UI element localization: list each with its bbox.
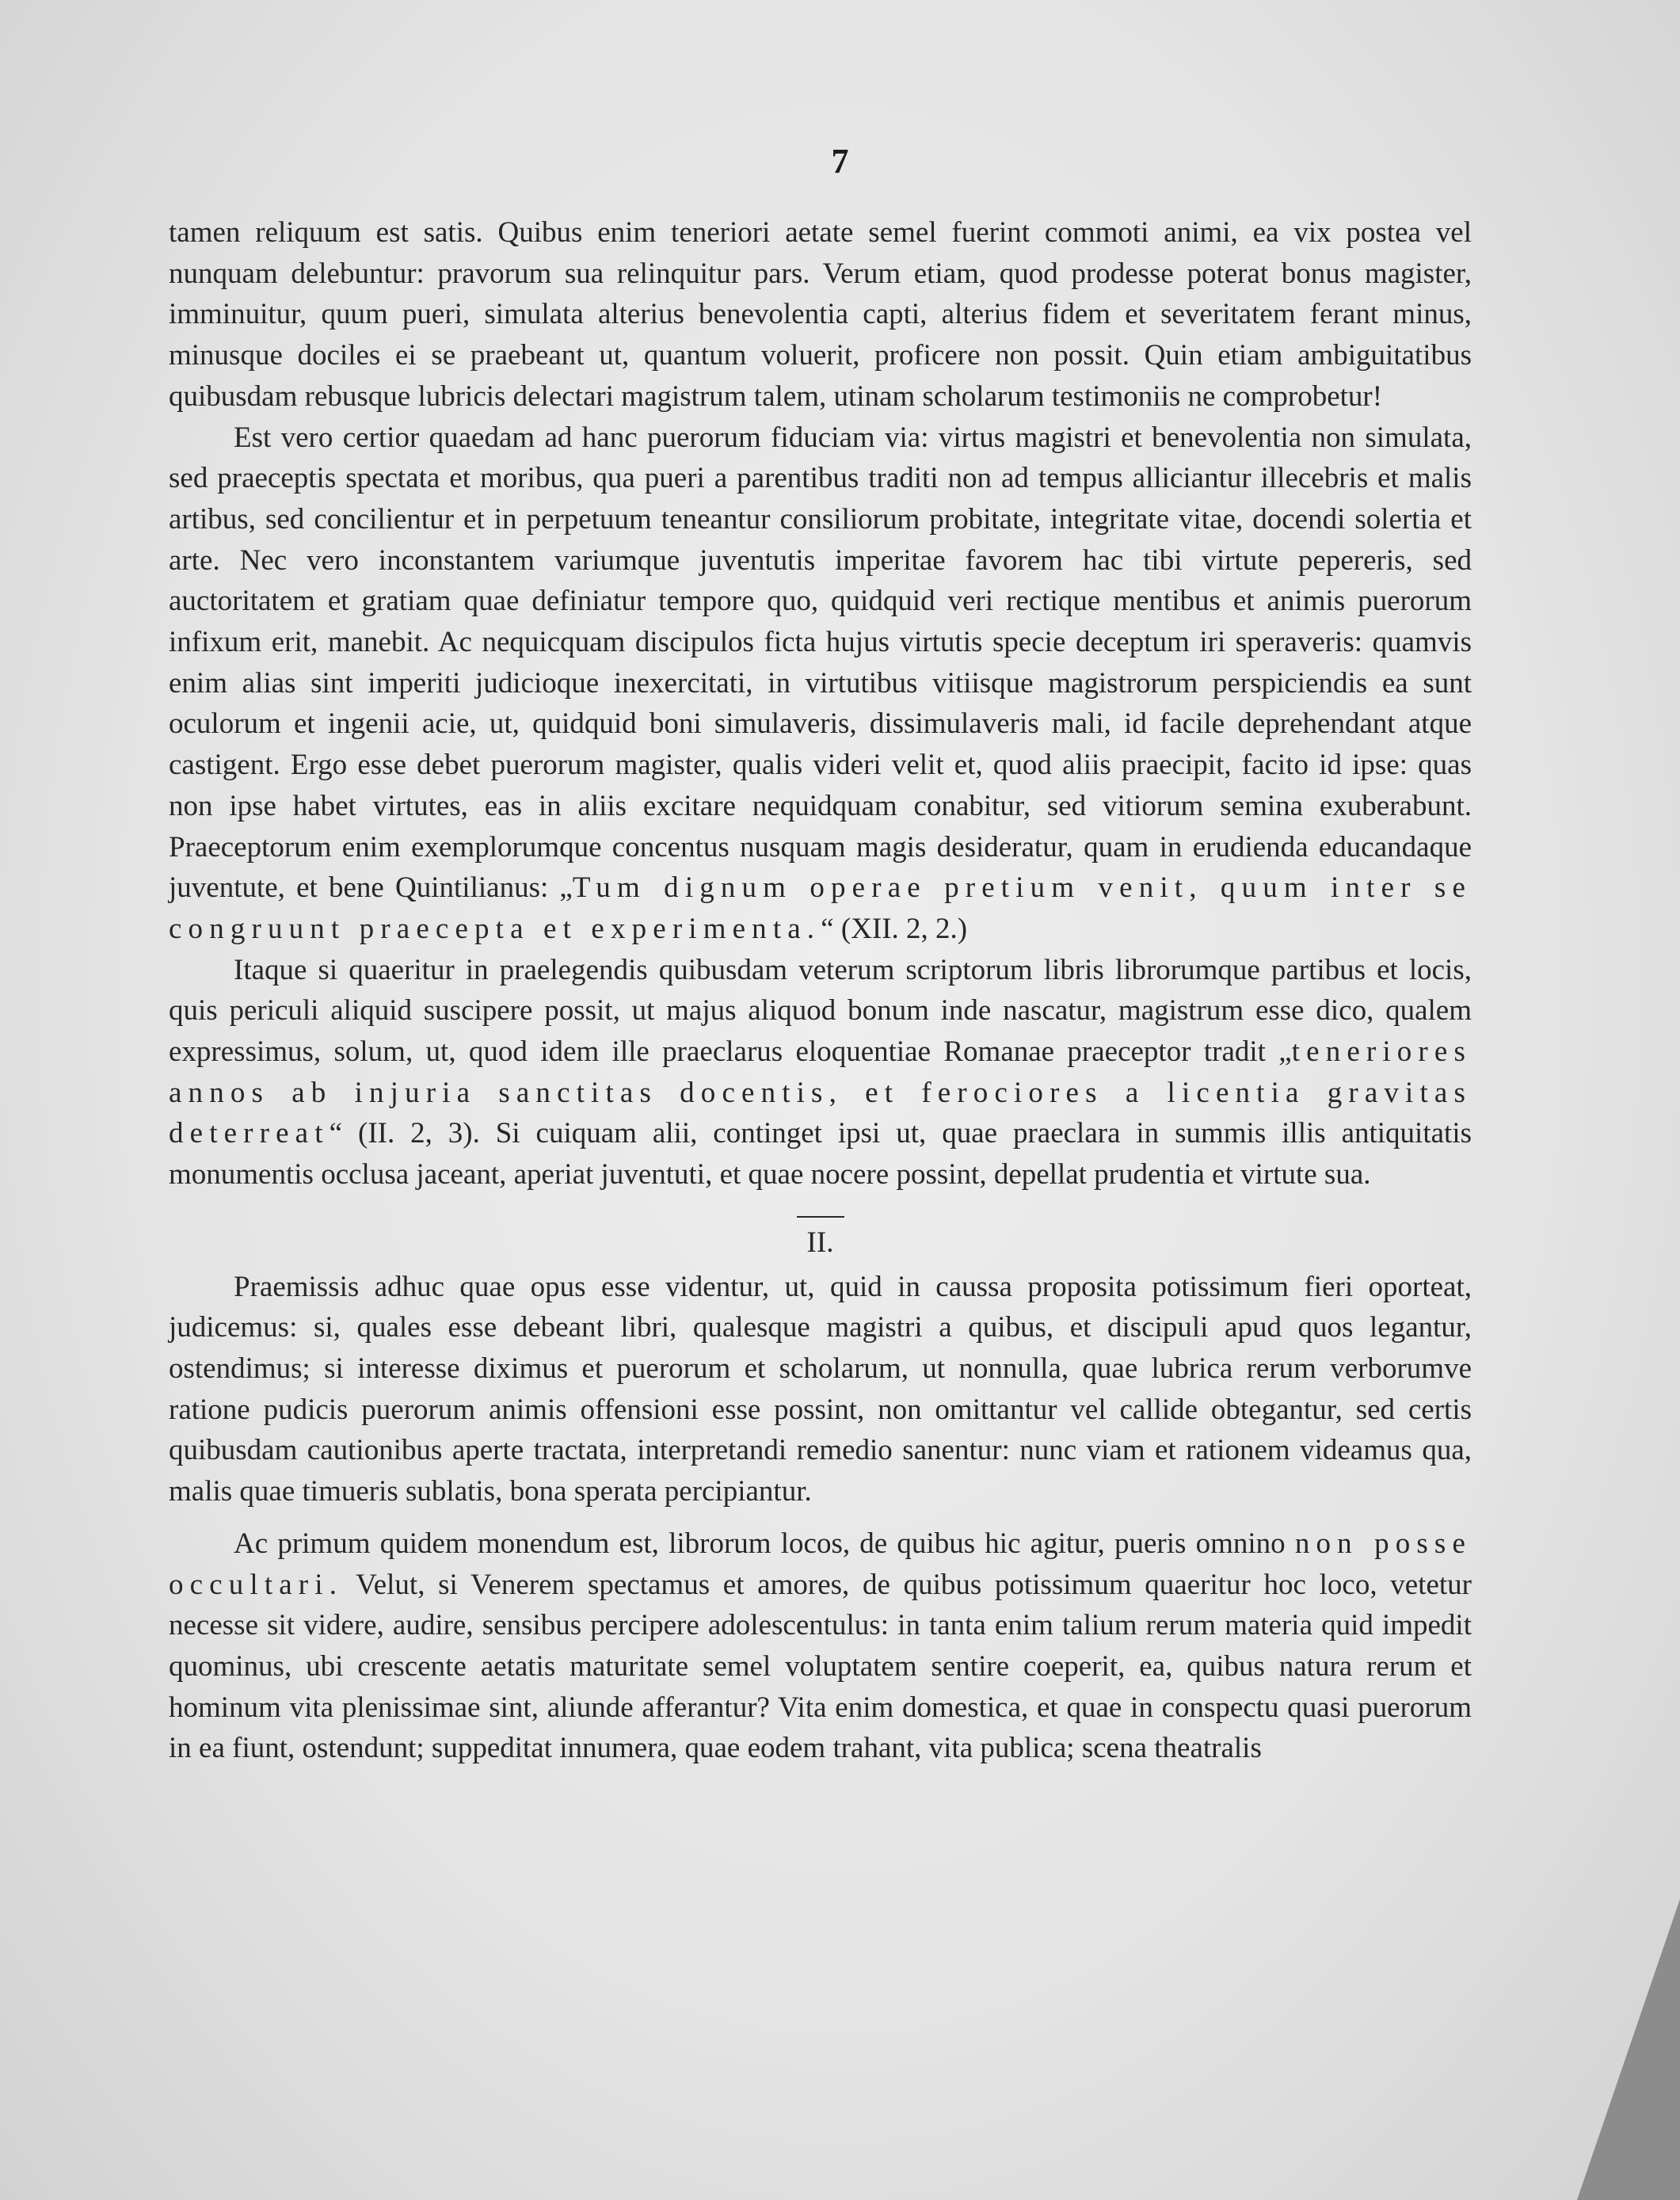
paragraph-text: Itaque si quaeritur in praelegendis quibusdam veterum scriptorum libris librorumque partibus et locis, quis periculi aliquid suscipere possit, ut majus aliquod bonum inde nascatur, magistrum esse dico, qualem expressimus, solum, ut, quod idem ille praeclarus eloquentiae Romanae praeceptor tradit „ [169, 953, 1472, 1069]
paragraph-text: “ (II. 2, 3). Si cuiquam alii, continget ipsi ut, quae praeclara in summis illis antiquitatis monumentis occlusa jaceant, aperiat juventuti, et quae nocere possint, depellat prudentia et virtute sua. [169, 1117, 1472, 1192]
spaced-quotation: teneriores annos ab injuria sanctitas docentis, et ferociores a licentia gravitas deterreat [169, 1035, 1472, 1150]
paragraph-text: Est vero certior quaedam ad hanc puerorum fiduciam via: virtus magistri et benevolentia non simulata, sed praeceptis spectata et moribus, qua pueri a parentibus traditi non ad tempus alliciantur illecebris et malis artibus, sed concilientur et in perpetuum teneantur consiliorum probitate, integritate vitae, docendi solertia et arte. Nec vero inconstantem variumque juventutis imperitae favorem hac tibi virtute pepereris, sed auctoritatem et gratiam quae definiatur tempore quo, quidquid veri rectique mentibus et animis puerorum infixum erit, manebit. Ac nequicquam discipulos ficta hujus virtutis specie deceptum iri speraveris: quamvis enim alias sint imperiti judicioque inexercitati, in virtutibus vitiisque magistrorum perspiciendis ea sunt oculorum et ingenii acie, ut, quidquid boni simulaveris, dissimulaveris mali, id facile deprehendant atque castigent. Ergo esse debet puerorum magister, qualis videri velit et, quod aliis praecipit, facito id ipse: quas non ipse habet virtutes, eas in aliis excitare nequidquam conabitur, sed vitiorum semina exuberabunt. Praeceptorum enim exemplorumque concentus nusquam magis desideratur, quam in erudienda educandaque juventute, et bene Quintilianus: „ [169, 421, 1472, 905]
page-corner-shadow [1577, 1899, 1680, 2200]
spaced-emphasis: non posse occultari. [169, 1527, 1472, 1601]
paragraph [169, 1523, 1472, 1769]
citation: “ (XII. 2, 2.) [821, 912, 968, 945]
paragraph-gap [169, 1512, 1472, 1523]
paragraph-text: Praemissis adhuc quae opus esse videntur, ut, quid in caussa proposita potissimum fieri oporteat, judicemus: si, quales esse debeant libri, qualesque magistri a quibus, et discipuli apud quos legantur, ostendimus; si interesse diximus et puerorum et scholarum, ut nonnulla, quae lubrica rerum verborumve ratione pudicis puerorum animis offensioni esse possint, non omittantur vel callide obtegantur, sed certis quibusdam cautionibus aperte tractata, interpretandi remedio sanentur: nunc viam et rationem videamus qua, malis quae timueris sublatis, bona sperata percipiantur. [169, 1270, 1472, 1508]
section-divider [797, 1216, 844, 1218]
paragraph [169, 1267, 1472, 1512]
paragraph [169, 418, 1472, 950]
paragraph-text: Ac primum quidem monendum est, librorum locos, de quibus hic agitur, pueris omnino [234, 1527, 1295, 1560]
paragraph [169, 212, 1472, 418]
section-heading: II. [806, 1226, 834, 1259]
paragraph-text: Velut, si Venerem spectamus et amores, de quibus potissimum quaeritur hoc loco, vetetur necesse sit videre, audire, sensibus percipere adolescentulus: in tanta enim talium rerum materia quid impedit quominus, ubi crescente aetatis maturitate semel voluptatem sentire coeperit, ea, quibus natura rerum et hominum vita plenissimae sint, aliunde afferantur? Vita enim domestica, et quae in conspectu quasi puerorum in ea fiunt, ostendunt; suppeditat innumera, quae eodem trahant, vita publica; scena theatralis [169, 1568, 1472, 1765]
paragraph [169, 950, 1472, 1195]
spaced-quotation: Tum dignum operae pretium venit, quum inter se congruunt praecepta et experimenta. [169, 871, 1472, 945]
page-number: 7 [831, 142, 849, 181]
paragraph-text: tamen reliquum est satis. Quibus enim teneriori aetate semel fuerint commoti animi, ea vix postea vel nunquam delebuntur: pravorum sua relinquitur pars. Verum etiam, quod prodesse poterat bonus magister, imminuitur, quum pueri, simulata alterius benevolentia capti, alterius fidem et severitatem ferant minus, minusque dociles ei se praebeant ut, quantum voluerit, proficere non possit. Quin etiam ambiguitatibus quibusdam rebusque lubricis delectari magistrum talem, utinam scholarum testimoniis ne comprobetur! [169, 216, 1472, 413]
body-text [169, 212, 1472, 1769]
